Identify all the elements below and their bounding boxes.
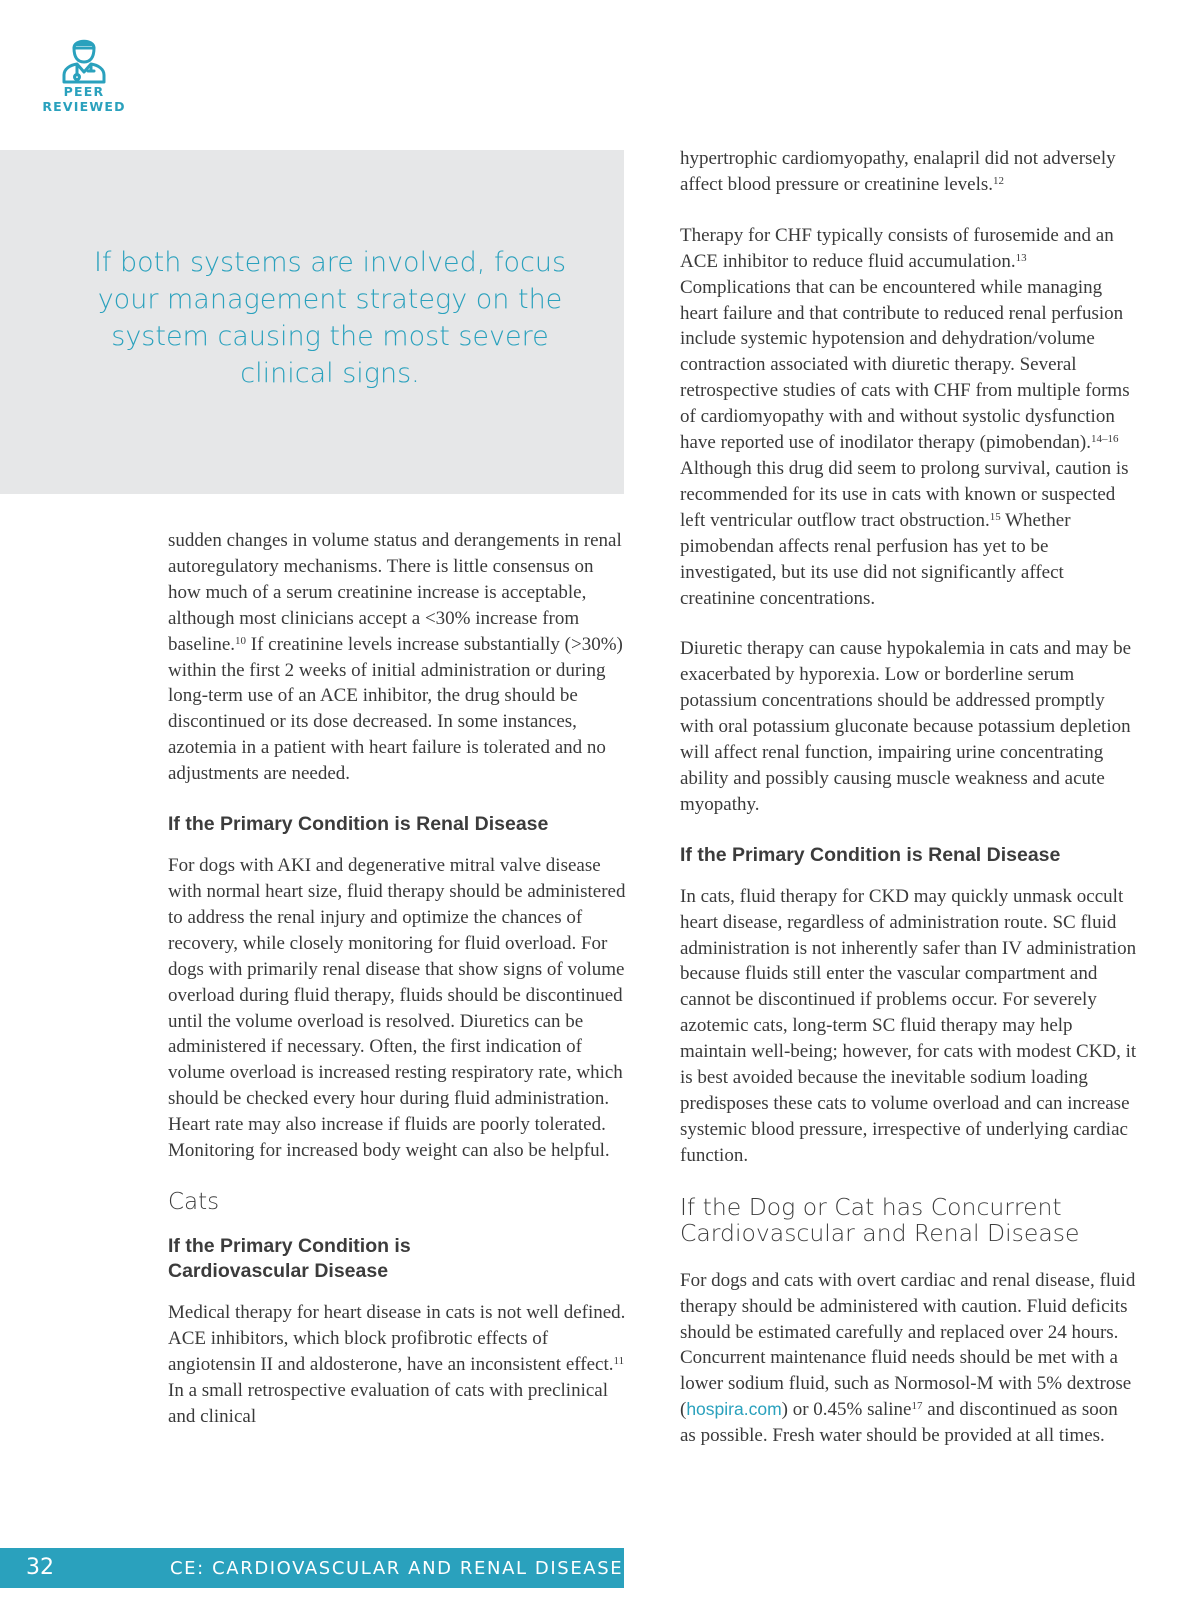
reference-superscript: 10 — [235, 634, 247, 647]
text-span: In a small retrospective evaluation of cats with preclinical and clinical — [168, 1379, 608, 1427]
heading-line: If the Primary Condition is — [168, 1234, 411, 1257]
text-span: If creatinine levels increase substantially (>30%) within the first 2 weeks of initial administration or during long-term use of an ACE inhibitor, the drug should be discontinued or its dose decreased. In some instances, azotemia in a patient with heart failure is tolerated and no adjustments are needed. — [168, 633, 623, 785]
badge-line-1: PEER — [63, 84, 105, 99]
right-heading-renal: If the Primary Condition is Renal Disease — [680, 843, 1061, 866]
right-paragraph-4: In cats, fluid therapy for CKD may quickly unmask occult heart disease, regardless of administration route. SC fluid administration is not inherently safer than IV administration because fluids still enter the vascular compartment and cannot be discontinued if problems occur. For severely azotemic cats, long-term SC fluid therapy may help maintain well-being; however, for cats with modest CKD, it is best avoided because the inevitable sodium loading predisposes these cats to volume overload and can increase systemic blood pressure, irrespective of underlying cardiac function. — [680, 885, 1137, 1166]
text-span: Although this drug did seem to prolong survival, caution is recommended for its use in cats with known or suspected left ventricular outflow tract obstruction. — [680, 457, 1129, 531]
hospira-link[interactable]: hospira.com — [686, 1399, 782, 1420]
reference-superscript: 12 — [993, 174, 1005, 187]
reference-superscript: 14–16 — [1091, 433, 1119, 446]
left-paragraph-2: For dogs with AKI and degenerative mitral valve disease with normal heart size, fluid therapy should be administered to address the renal injury and optimize the chances of recovery, while closely monitoring for fluid overload. For dogs with primarily renal disease that show signs of volume overload during fluid therapy, fluids should be discontinued until the volume overload is resolved. Diuretics can be administered if necessary. Often, the first indication of volume overload is increased resting respiratory rate, which should be checked every hour during fluid administration. Heart rate may also increase if fluids are poorly tolerated. Monitoring for increased body weight can also be helpful. — [168, 855, 626, 1162]
section-heading-concurrent — [680, 1194, 1138, 1246]
text-span: Therapy for CHF typically consists of furosemide and an ACE inhibitor to reduce fluid accumulation. — [680, 224, 1114, 272]
reference-superscript: 11 — [613, 1354, 625, 1367]
page-number: 32 — [26, 1555, 54, 1580]
right-paragraph-3: Diuretic therapy can cause hypokalemia in cats and may be exacerbated by hyporexia. Low or borderline serum potassium concentrations should be addressed promptly with oral potassium gluconate because potassium depletion will affect renal function, impairing urine concentrating ability and possibly causing muscle weakness and acute myopathy. — [680, 638, 1132, 815]
reference-superscript: 17 — [911, 1400, 923, 1413]
text-span: and discontinued as soon as possible. Fresh water should be provided at all times. — [680, 1399, 1118, 1447]
right-paragraph-5 — [680, 1268, 1138, 1449]
text-span: sudden changes in volume status and derangements in renal autoregulatory mechanisms. There is little consensus on how much of a serum creatinine increase is acceptable, although most clinicians accept a <30% increase from baseline. — [168, 530, 622, 655]
peer-reviewed-badge — [34, 34, 134, 114]
text-span: ) or 0.45% saline — [781, 1399, 912, 1421]
left-heading-renal: If the Primary Condition is Renal Disease — [168, 813, 549, 836]
doctor-icon — [61, 34, 107, 84]
left-heading-cardiovascular — [168, 1234, 626, 1284]
reference-superscript: 13 — [1015, 251, 1027, 264]
heading-line: If the Dog or Cat has Concurrent — [680, 1192, 1062, 1221]
heading-line: Cardiovascular and Renal Disease — [680, 1218, 1080, 1247]
footer-bar — [0, 1548, 624, 1588]
section-heading-cats: Cats — [168, 1188, 220, 1215]
reference-superscript: 15 — [989, 510, 1001, 523]
right-paragraph-2 — [680, 223, 1138, 612]
text-span: hypertrophic cardiomyopathy, enalapril did not adversely affect blood pressure or creatinine levels. — [680, 148, 1116, 195]
pullquote-box — [0, 150, 624, 494]
right-paragraph-1 — [680, 146, 1138, 198]
text-span: Medical therapy for heart disease in cats is not well defined. ACE inhibitors, which block profibrotic effects of angiotensin II and aldosterone, have an inconsistent effect. — [168, 1301, 626, 1375]
pullquote-text: If both systems are involved, focus your management strategy on the system causing the most severe clinical signs. — [93, 247, 567, 389]
text-span: For dogs and cats with overt cardiac and renal disease, fluid therapy should be administered with caution. Fluid deficits should be estimated carefully and replaced over 24 hours. Concurrent maintenance fluid needs should be met with a lower sodium fluid, such as Normosol-M with 5% dextrose ( — [680, 1269, 1136, 1421]
right-column — [680, 146, 1138, 1449]
footer-title: CE: CARDIOVASCULAR AND RENAL DISEASE — [170, 1558, 624, 1579]
left-column — [168, 528, 626, 1429]
left-paragraph-1 — [168, 528, 626, 787]
text-span: Complications that can be encountered while managing heart failure and that contribute to reduced renal perfusion include systemic hypotension and dehydration/volume contraction associated with diuretic therapy. Several retrospective studies of cats with CHF from multiple forms of cardiomyopathy with and without systolic dysfunction have reported use of inodilator therapy (pimobendan). — [680, 276, 1130, 454]
badge-line-2: REVIEWED — [42, 99, 126, 114]
heading-line: Cardiovascular Disease — [168, 1259, 389, 1282]
left-paragraph-3 — [168, 1300, 626, 1430]
text-span: Whether pimobendan affects renal perfusion has yet to be investigated, but its use did not significantly affect creatinine concentrations. — [680, 509, 1071, 609]
